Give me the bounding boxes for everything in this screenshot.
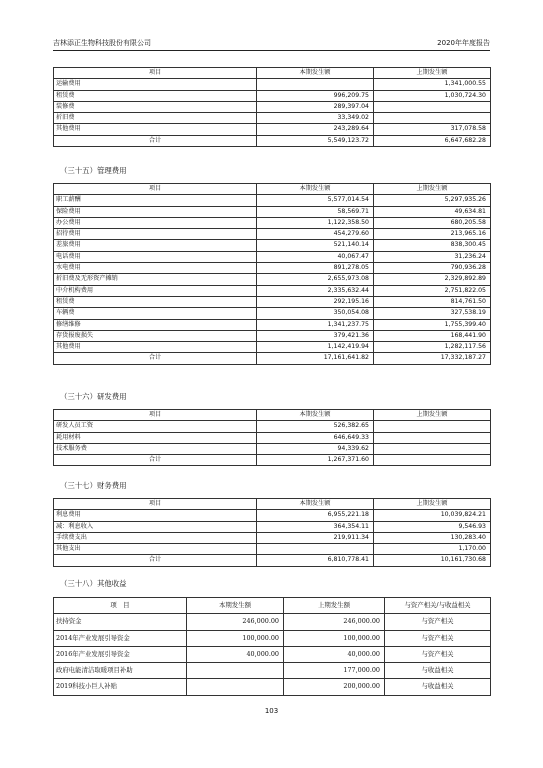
row-value: 213,965.16 (374, 229, 491, 240)
row-value: 94,339.62 (257, 443, 374, 454)
header-row (54, 598, 491, 614)
total-label: 合计 (54, 555, 257, 566)
row-label: 存货报废损失 (54, 330, 257, 341)
row-value: 996,209.75 (257, 90, 374, 101)
other-income-table (53, 597, 491, 696)
total-value: 1,267,371.60 (257, 455, 374, 466)
row-label: 其他费用 (54, 124, 257, 135)
table-row (54, 544, 491, 555)
total-row (54, 353, 491, 364)
row-value: 246,000.00 (187, 614, 284, 630)
page-number: 103 (264, 707, 279, 715)
table-row (54, 679, 491, 695)
row-label: 其他费用 (54, 342, 257, 353)
row-value: 10,039,824.21 (374, 510, 491, 521)
row-label: 租赁费 (54, 90, 257, 101)
table-row (54, 90, 491, 101)
row-value (374, 101, 491, 112)
row-value: 5,577,014.54 (257, 195, 374, 206)
row-value: 130,283.40 (374, 532, 491, 543)
table-row (54, 251, 491, 262)
row-value: 292,195.16 (257, 296, 374, 307)
row-value: 168,441.90 (374, 330, 491, 341)
table-row (54, 510, 491, 521)
column-header: 项目 (54, 410, 257, 421)
row-label: 招待费用 (54, 229, 257, 240)
table-row (54, 432, 491, 443)
row-value: 9,546.93 (374, 521, 491, 532)
column-header: 项目 (54, 68, 257, 79)
table-row (54, 342, 491, 353)
row-label: 折旧费及无形资产摊销 (54, 274, 257, 285)
row-label: 2016年产业发展引导资金 (54, 646, 187, 662)
row-label: 折旧费 (54, 113, 257, 124)
row-value: 350,054.08 (257, 308, 374, 319)
row-value: 31,236.24 (374, 251, 491, 262)
row-value: 5,297,935.26 (374, 195, 491, 206)
row-value (374, 421, 491, 432)
row-label: 技术服务费 (54, 443, 257, 454)
row-value (187, 679, 284, 695)
row-value: 与资产相关 (385, 614, 491, 630)
table-row (54, 274, 491, 285)
row-value: 2,329,892.89 (374, 274, 491, 285)
row-value: 526,382.65 (257, 421, 374, 432)
row-label: 减：利息收入 (54, 521, 257, 532)
table-row (54, 113, 491, 124)
column-header: 本期发生额 (257, 184, 374, 195)
table-row (54, 630, 491, 646)
row-value: 454,279.60 (257, 229, 374, 240)
table-row (54, 124, 491, 135)
row-label: 利息费用 (54, 510, 257, 521)
table-row (54, 614, 491, 630)
section-title-37: （三十七）财务费用 (60, 481, 127, 490)
row-value: 33,349.02 (257, 113, 374, 124)
row-value (187, 663, 284, 679)
section-title-36: （三十六）研发费用 (60, 392, 127, 401)
row-value (374, 113, 491, 124)
table-row (54, 285, 491, 296)
row-label: 扶持资金 (54, 614, 187, 630)
row-value: 与资产相关 (385, 646, 491, 662)
row-value: 790,936.28 (374, 263, 491, 274)
row-value: 200,000.00 (284, 679, 385, 695)
row-value: 327,538.19 (374, 308, 491, 319)
header-row (54, 410, 491, 421)
table-row (54, 308, 491, 319)
table-row (54, 101, 491, 112)
admin-expense-table (53, 183, 491, 365)
table-row (54, 319, 491, 330)
column-header: 本期发生额 (257, 68, 374, 79)
row-label: 其他支出 (54, 544, 257, 555)
row-value: 1,122,358.50 (257, 217, 374, 228)
total-label: 合计 (54, 353, 257, 364)
row-value: 1,282,117.56 (374, 342, 491, 353)
section-title-35: （三十五）管理费用 (60, 166, 127, 175)
row-value: 与收益相关 (385, 679, 491, 695)
row-value: 6,955,221.18 (257, 510, 374, 521)
header-row (54, 68, 491, 79)
column-header: 上期发生额 (284, 598, 385, 614)
row-value: 1,341,000.55 (374, 79, 491, 90)
row-value: 814,761.50 (374, 296, 491, 307)
column-header: 项目 (54, 184, 257, 195)
total-value: 6,810,778.41 (257, 555, 374, 566)
table-row (54, 296, 491, 307)
column-header: 本期发生额 (257, 499, 374, 510)
row-label: 2014年产业发展引导资金 (54, 630, 187, 646)
total-value (374, 455, 491, 466)
row-label: 手续费支出 (54, 532, 257, 543)
row-value: 680,205.58 (374, 217, 491, 228)
table-row (54, 195, 491, 206)
row-label: 职工薪酬 (54, 195, 257, 206)
row-value (257, 544, 374, 555)
table-row (54, 206, 491, 217)
row-value: 2,335,632.44 (257, 285, 374, 296)
table-row (54, 263, 491, 274)
row-value: 1,142,419.94 (257, 342, 374, 353)
row-value: 100,000.00 (187, 630, 284, 646)
table-row (54, 521, 491, 532)
report-title: 2020年年度报告 (437, 39, 490, 47)
table-row (54, 646, 491, 662)
table-row (54, 240, 491, 251)
row-value: 49,634.81 (374, 206, 491, 217)
column-header: 项 目 (54, 598, 187, 614)
row-value: 40,000.00 (284, 646, 385, 662)
total-value: 6,647,682.28 (374, 135, 491, 146)
row-label: 2019科技小巨人补贴 (54, 679, 187, 695)
total-label: 合计 (54, 455, 257, 466)
section-title-38: （三十八）其他收益 (60, 579, 127, 588)
row-value: 40,000.00 (187, 646, 284, 662)
row-label: 租赁费 (54, 296, 257, 307)
rnd-expense-table (53, 409, 491, 466)
selling-expense-table (53, 67, 491, 147)
table-row (54, 79, 491, 90)
row-label: 耗用材料 (54, 432, 257, 443)
total-row (54, 455, 491, 466)
page-header (53, 38, 490, 51)
row-value: 177,000.00 (284, 663, 385, 679)
row-value: 1,030,724.30 (374, 90, 491, 101)
column-header: 本期发生额 (257, 410, 374, 421)
table-row (54, 532, 491, 543)
row-label: 运输费用 (54, 79, 257, 90)
row-label: 中介机构费用 (54, 285, 257, 296)
column-header: 上期发生额 (374, 499, 491, 510)
row-label: 装修费 (54, 101, 257, 112)
column-header: 与资产相关/与收益相关 (385, 598, 491, 614)
row-value: 317,078.58 (374, 124, 491, 135)
row-label: 办公费用 (54, 217, 257, 228)
row-value: 838,300.45 (374, 240, 491, 251)
row-value: 219,911.34 (257, 532, 374, 543)
total-value: 17,332,187.27 (374, 353, 491, 364)
header-row (54, 499, 491, 510)
row-label: 修缮维修 (54, 319, 257, 330)
row-value: 2,655,973.08 (257, 274, 374, 285)
finance-expense-table (53, 498, 491, 567)
row-label: 政府电能清洁取暖项目补助 (54, 663, 187, 679)
row-label: 保险费用 (54, 206, 257, 217)
row-value: 364,354.11 (257, 521, 374, 532)
column-header: 上期发生额 (374, 68, 491, 79)
row-value: 379,421.36 (257, 330, 374, 341)
row-label: 水电费用 (54, 263, 257, 274)
total-value: 10,161,730.68 (374, 555, 491, 566)
row-value (374, 432, 491, 443)
row-value: 646,649.33 (257, 432, 374, 443)
row-value: 289,397.04 (257, 101, 374, 112)
table-row (54, 330, 491, 341)
column-header: 上期发生额 (374, 410, 491, 421)
row-value: 2,751,822.05 (374, 285, 491, 296)
row-value: 1,341,237.75 (257, 319, 374, 330)
row-value: 与资产相关 (385, 630, 491, 646)
row-value: 1,755,399.40 (374, 319, 491, 330)
total-value: 5,549,123.72 (257, 135, 374, 146)
column-header: 上期发生额 (374, 184, 491, 195)
total-label: 合计 (54, 135, 257, 146)
row-value: 521,140.14 (257, 240, 374, 251)
column-header: 项目 (54, 499, 257, 510)
row-value: 243,289.64 (257, 124, 374, 135)
row-value: 1,170.00 (374, 544, 491, 555)
row-value: 40,067.47 (257, 251, 374, 262)
row-label: 车辆费 (54, 308, 257, 319)
table-row (54, 217, 491, 228)
total-row (54, 555, 491, 566)
row-value: 246,000.00 (284, 614, 385, 630)
column-header: 本期发生额 (187, 598, 284, 614)
row-value: 100,000.00 (284, 630, 385, 646)
row-value: 891,278.05 (257, 263, 374, 274)
row-value (374, 443, 491, 454)
table-row (54, 229, 491, 240)
row-value: 与收益相关 (385, 663, 491, 679)
row-label: 研发人员工资 (54, 421, 257, 432)
table-row (54, 663, 491, 679)
row-value: 58,569.71 (257, 206, 374, 217)
header-row (54, 184, 491, 195)
row-label: 差旅费用 (54, 240, 257, 251)
row-value (257, 79, 374, 90)
company-name: 吉林添正生物科技股份有限公司 (53, 39, 151, 47)
total-value: 17,161,641.82 (257, 353, 374, 364)
table-row (54, 443, 491, 454)
total-row (54, 135, 491, 146)
row-label: 电话费用 (54, 251, 257, 262)
table-row (54, 421, 491, 432)
